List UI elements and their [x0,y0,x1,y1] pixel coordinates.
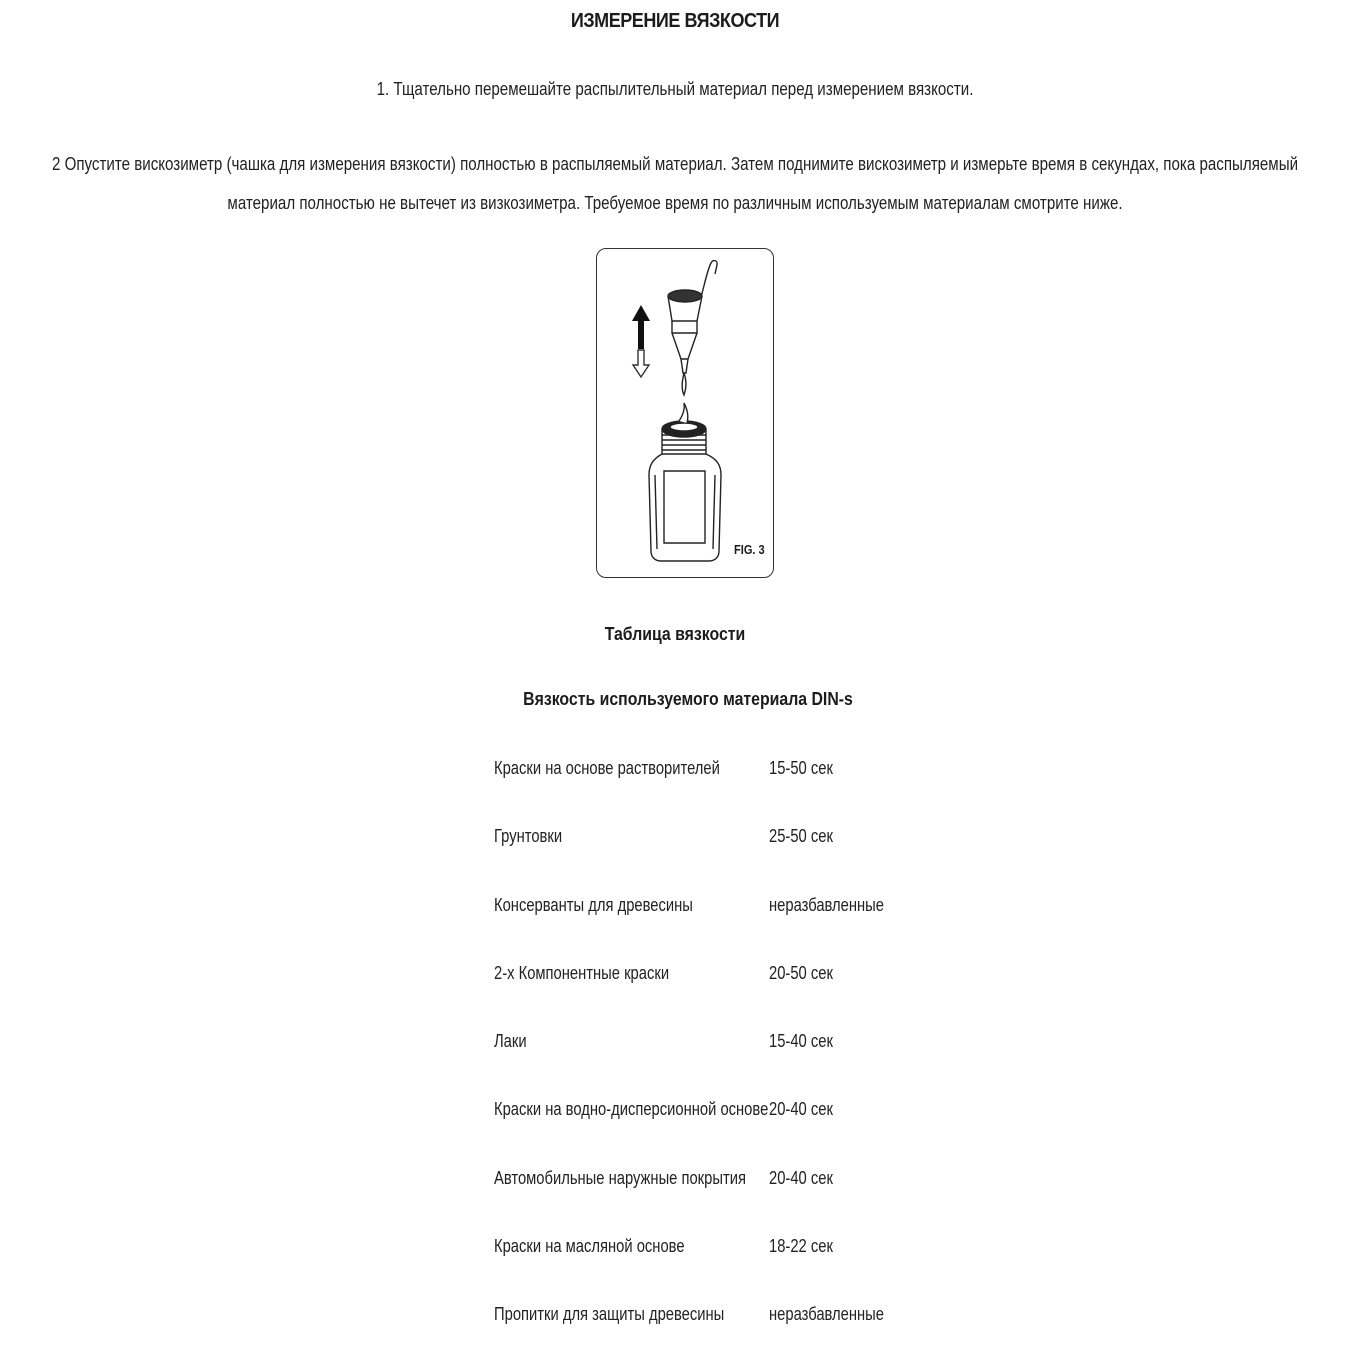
material-name: 2-х Компонентные краски [494,962,670,983]
table-subtitle: Вязкость используемого материала DIN-s [523,689,853,709]
figure-label: FIG. 3 [734,542,765,557]
viscosity-cup-icon [668,261,717,395]
table-row [494,1089,914,1157]
viscosity-table [494,748,914,1350]
viscosity-value: неразбавленные [769,1304,884,1325]
viscosity-value: 20-40 сек [769,1099,833,1120]
arrow-down-icon [633,350,649,377]
table-row [494,1021,914,1089]
figure-viscosity-measurement [596,248,774,578]
table-row [494,1158,914,1226]
step-1-text: 1. Тщательно перемешайте распылительный материал перед измерением вязкости. [376,79,974,99]
viscosity-value: неразбавленные [769,894,884,915]
paint-container-icon [649,403,721,561]
page-title: ИЗМЕРЕНИЕ ВЯЗКОСТИ [570,10,780,32]
viscosity-value: 15-40 сек [769,1031,833,1052]
material-name: Пропитки для защиты древесины [494,1304,725,1325]
material-name: Краски на масляной основе [494,1236,685,1257]
material-name: Консерванты для древесины [494,894,693,915]
viscosity-value: 20-50 сек [769,962,833,983]
step-2-text: 2 Опустите вискозиметр (чашка для измерения вязкости) полностью в распыляемый материал. Затем поднимите вискозиметр и измерьте время в секундах, пока распыляемый материал полностью не вытечет из визкозиметра. Требуемое время по различным используемым материалам смотрите ниже. [51,154,1299,213]
material-name: Краски на водно-дисперсионной основе [494,1099,769,1120]
table-row [494,1294,914,1350]
table-title: Таблица вязкости [604,624,746,644]
viscosity-value: 25-50 сек [769,826,833,847]
viscosity-value: 20-40 сек [769,1167,833,1188]
table-row [494,953,914,1021]
viscosity-value: 15-50 сек [769,758,833,778]
table-row [494,885,914,953]
viscosity-value: 18-22 сек [769,1236,833,1257]
material-name: Грунтовки [494,826,563,847]
arrow-up-icon [632,305,650,349]
table-row [494,816,914,884]
material-name: Лаки [494,1031,527,1052]
material-name: Краски на основе растворителей [494,758,720,778]
table-row [494,1226,914,1294]
material-name: Автомобильные наружные покрытия [494,1167,746,1188]
figure-illustration [597,249,775,579]
table-row [494,748,914,816]
